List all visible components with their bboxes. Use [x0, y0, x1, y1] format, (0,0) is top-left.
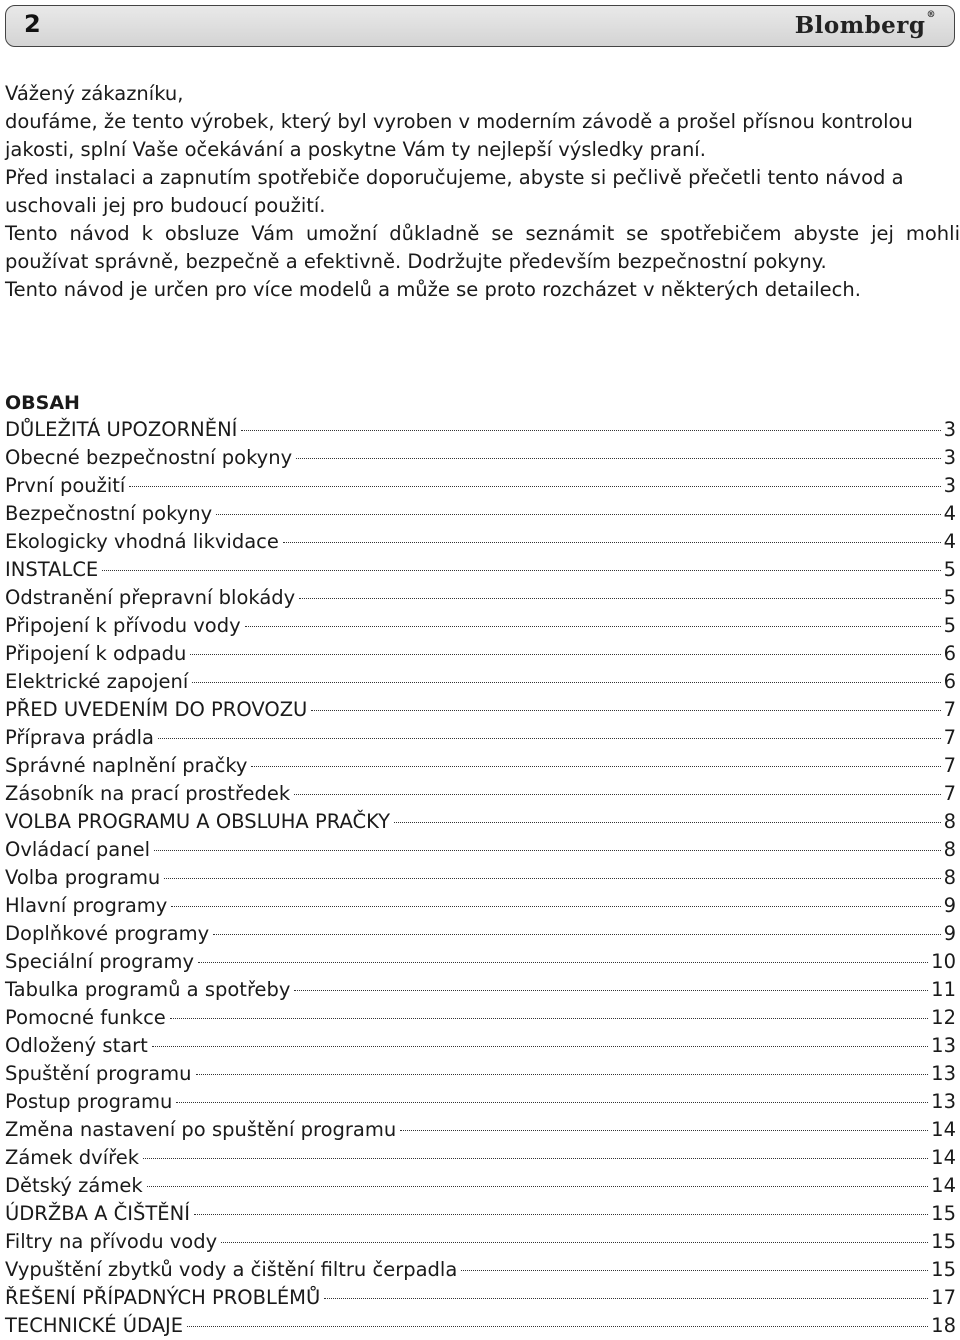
toc-entry[interactable]	[5, 444, 956, 472]
toc-entry-page: 4	[943, 502, 956, 525]
toc-dot-leader	[394, 822, 940, 823]
brand-logo	[795, 12, 936, 39]
toc-entry[interactable]	[5, 1312, 956, 1340]
toc-entry-label: Tabulka programů a spotřeby	[5, 978, 291, 1001]
toc-entry-page: 3	[943, 446, 956, 469]
toc-dot-leader	[296, 458, 940, 459]
toc-entry-page: 7	[943, 782, 956, 805]
toc-entry[interactable]	[5, 724, 956, 752]
toc-entry-page: 8	[943, 866, 956, 889]
toc-entry-page: 17	[931, 1286, 956, 1309]
toc-entry[interactable]	[5, 1200, 956, 1228]
toc-entry[interactable]	[5, 668, 956, 696]
toc-entry-label: Příprava prádla	[5, 726, 154, 749]
toc-entry[interactable]	[5, 528, 956, 556]
toc-dot-leader	[198, 962, 928, 963]
toc-entry-label: Volba programu	[5, 866, 161, 889]
toc-dot-leader	[213, 934, 940, 935]
toc-entry-page: 13	[931, 1034, 956, 1057]
toc-entry[interactable]	[5, 976, 956, 1004]
toc-entry-label: DŮLEŽITÁ UPOZORNĚNÍ	[5, 418, 238, 441]
toc-entry-label: Hlavní programy	[5, 894, 168, 917]
toc-entry-page: 15	[931, 1258, 956, 1281]
toc-entry-label: Zámek dvířek	[5, 1146, 140, 1169]
toc-entry[interactable]	[5, 948, 956, 976]
toc-entry[interactable]	[5, 1228, 956, 1256]
intro-paragraph-2: Před instalaci a zapnutím spotřebiče doporučujeme, abyste si pečlivě přečetli tento návod a uschovali jej pro budoucí použití.	[5, 166, 904, 217]
toc-entry[interactable]	[5, 640, 956, 668]
toc-entry-page: 3	[943, 418, 956, 441]
toc-dot-leader	[241, 430, 940, 431]
toc-entry[interactable]	[5, 1032, 956, 1060]
toc-entry-page: 14	[931, 1146, 956, 1169]
toc-entry-page: 8	[943, 838, 956, 861]
toc-entry-label: Speciální programy	[5, 950, 195, 973]
toc-entry-page: 6	[943, 670, 956, 693]
toc-dot-leader	[299, 598, 940, 599]
toc-entry-label: INSTALCE	[5, 558, 99, 581]
intro-paragraph-3: Tento návod k obsluze Vám umožní důkladně se seznámit se spotřebičem abyste jej mohli používat správně, bezpečně a efektivně. Dodržujte především bezpečnostní pokyny.	[5, 222, 960, 273]
toc-entry-label: První použití	[5, 474, 126, 497]
toc-dot-leader	[294, 794, 940, 795]
toc-entry[interactable]	[5, 836, 956, 864]
toc-entry-label: Bezpečnostní pokyny	[5, 502, 213, 525]
toc-entry-page: 12	[931, 1006, 956, 1029]
toc-entry-label: Odstranění přepravní blokády	[5, 586, 296, 609]
toc-dot-leader	[251, 766, 940, 767]
toc-dot-leader	[164, 878, 940, 879]
toc-dot-leader	[196, 1074, 929, 1075]
toc-entry[interactable]	[5, 780, 956, 808]
intro-paragraph-1: doufáme, že tento výrobek, který byl vyroben v moderním závodě a prošel přísnou kontrolou jakosti, splní Vaše očekávání a poskytne Vám ty nejlepší výsledky praní.	[5, 110, 913, 161]
toc-entry-page: 4	[943, 530, 956, 553]
toc-entry[interactable]	[5, 696, 956, 724]
toc-dot-leader	[461, 1270, 928, 1271]
toc-entry-label: Elektrické zapojení	[5, 670, 189, 693]
toc-entry[interactable]	[5, 1116, 956, 1144]
toc-entry[interactable]	[5, 920, 956, 948]
toc-entry-label: Ekologicky vhodná likvidace	[5, 530, 279, 553]
toc-entry[interactable]	[5, 752, 956, 780]
toc-dot-leader	[154, 850, 941, 851]
toc-dot-leader	[102, 570, 940, 571]
toc-entry-page: 11	[931, 978, 956, 1001]
toc-entry[interactable]	[5, 500, 956, 528]
toc-entry[interactable]	[5, 1004, 956, 1032]
toc-dot-leader	[324, 1298, 928, 1299]
toc-dot-leader	[190, 654, 940, 655]
toc-entry-page: 7	[943, 726, 956, 749]
toc-entry-page: 10	[931, 950, 956, 973]
toc-entry[interactable]	[5, 416, 956, 444]
toc-entry-page: 13	[931, 1090, 956, 1113]
toc-dot-leader	[171, 906, 940, 907]
toc-entry-page: 18	[931, 1314, 956, 1337]
toc-entry-label: Vypuštění zbytků vody a čištění filtru čerpadla	[5, 1258, 458, 1281]
brand-name: Blomberg	[794, 12, 926, 39]
toc-dot-leader	[283, 542, 941, 543]
intro-paragraph-4: Tento návod je určen pro více modelů a může se proto rozcházet v některých detailech.	[5, 278, 861, 301]
toc-entry-label: TECHNICKÉ ÚDAJE	[5, 1314, 184, 1337]
toc-entry-label: Dětský zámek	[5, 1174, 143, 1197]
toc-dot-leader	[400, 1130, 928, 1131]
toc-entry-label: Doplňkové programy	[5, 922, 210, 945]
page-header	[5, 5, 955, 47]
registered-mark: ®	[926, 10, 936, 20]
toc-dot-leader	[170, 1018, 928, 1019]
toc-entry[interactable]	[5, 612, 956, 640]
toc-entry-label: Obecné bezpečnostní pokyny	[5, 446, 293, 469]
toc-entry-page: 15	[931, 1230, 956, 1253]
toc-entry-label: Filtry na přívodu vody	[5, 1230, 218, 1253]
toc-entry[interactable]	[5, 1284, 956, 1312]
toc-entry-page: 15	[931, 1202, 956, 1225]
toc-entry-page: 14	[931, 1118, 956, 1141]
toc-dot-leader	[311, 710, 940, 711]
toc-dot-leader	[158, 738, 941, 739]
page-number: 2	[24, 10, 41, 38]
toc-entry-page: 5	[943, 586, 956, 609]
toc-entry-label: Postup programu	[5, 1090, 173, 1113]
toc-dot-leader	[294, 990, 928, 991]
toc-entry[interactable]	[5, 1256, 956, 1284]
toc-entry[interactable]	[5, 1172, 956, 1200]
greeting: Vážený zákazníku,	[5, 82, 184, 105]
toc-entry[interactable]	[5, 892, 956, 920]
toc-entry-label: Změna nastavení po spuštění programu	[5, 1118, 397, 1141]
toc-entry[interactable]	[5, 472, 956, 500]
toc-dot-leader	[245, 626, 941, 627]
toc-entry-page: 3	[943, 474, 956, 497]
toc-dot-leader	[216, 514, 940, 515]
toc-dot-leader	[152, 1046, 928, 1047]
toc-entry-page: 14	[931, 1174, 956, 1197]
toc-entry-page: 5	[943, 614, 956, 637]
toc-entry-label: Ovládací panel	[5, 838, 151, 861]
toc-entry[interactable]	[5, 1144, 956, 1172]
toc-dot-leader	[194, 1214, 928, 1215]
toc-entry[interactable]	[5, 556, 956, 584]
toc-entry-page: 8	[943, 810, 956, 833]
table-of-contents	[5, 416, 956, 1340]
toc-dot-leader	[129, 486, 940, 487]
toc-entry-label: VOLBA PROGRAMU A OBSLUHA PRAČKY	[5, 810, 391, 833]
toc-entry-label: Připojení k odpadu	[5, 642, 187, 665]
toc-entry[interactable]	[5, 808, 956, 836]
intro-text	[5, 80, 960, 304]
toc-entry-page: 9	[943, 894, 956, 917]
toc-entry-label: ÚDRŽBA A ČIŠTĚNÍ	[5, 1202, 190, 1225]
toc-dot-leader	[176, 1102, 928, 1103]
toc-entry-page: 7	[943, 698, 956, 721]
toc-entry-label: Odložený start	[5, 1034, 148, 1057]
toc-entry-page: 5	[943, 558, 956, 581]
toc-entry[interactable]	[5, 1088, 956, 1116]
toc-entry[interactable]	[5, 584, 956, 612]
toc-entry-label: Spuštění programu	[5, 1062, 192, 1085]
toc-entry-page: 7	[943, 754, 956, 777]
toc-dot-leader	[221, 1242, 928, 1243]
toc-entry-label: PŘED UVEDENÍM DO PROVOZU	[5, 698, 308, 721]
toc-entry[interactable]	[5, 1060, 956, 1088]
toc-dot-leader	[147, 1186, 929, 1187]
toc-title: OBSAH	[5, 392, 80, 414]
toc-entry-label: Pomocné funkce	[5, 1006, 166, 1029]
toc-dot-leader	[187, 1326, 928, 1327]
toc-entry-label: ŘEŠENÍ PŘÍPADNÝCH PROBLÉMŮ	[5, 1286, 321, 1309]
toc-entry-page: 13	[931, 1062, 956, 1085]
toc-entry-label: Správné naplnění pračky	[5, 754, 248, 777]
toc-entry[interactable]	[5, 864, 956, 892]
toc-entry-label: Připojení k přívodu vody	[5, 614, 241, 637]
toc-entry-label: Zásobník na prací prostředek	[5, 782, 291, 805]
toc-entry-page: 6	[943, 642, 956, 665]
toc-dot-leader	[192, 682, 940, 683]
toc-dot-leader	[143, 1158, 928, 1159]
toc-entry-page: 9	[943, 922, 956, 945]
